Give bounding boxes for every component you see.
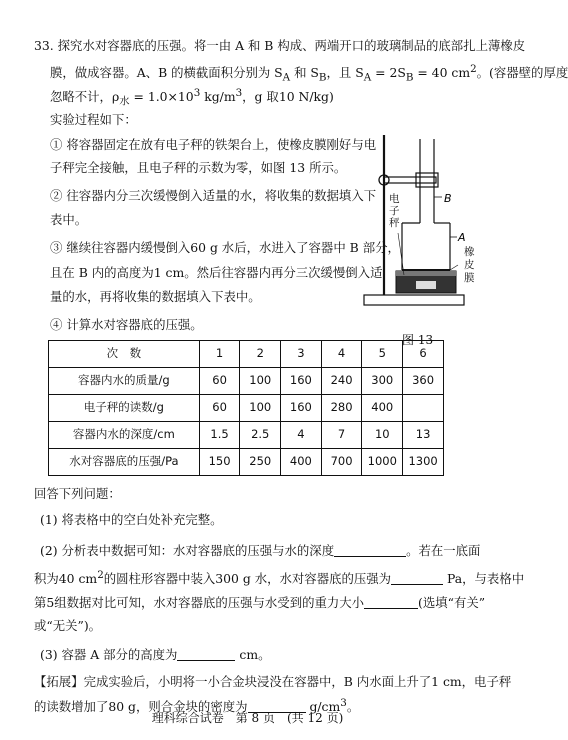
q2-text-3a: 第5组数据对比可知，水对容器底的压强与水受到的重力大小 (34, 595, 365, 610)
extension-text-1: 完成实验后，小明将一小合金块浸没在容器中，B 内水面上升了1 cm，电子秤 (83, 674, 512, 689)
cell: 360 (403, 368, 444, 395)
intro-text-2d: = 2S (371, 65, 406, 81)
q2-text-1b: 。若在一底面 (406, 543, 481, 558)
stand-base (364, 295, 464, 305)
step3-line1: ③ 继续往容器内缓慢倒入60 g 水后，水进入了容器中 B 部分， (50, 240, 400, 255)
step2-line1: ② 往容器内分三次缓慢倒入适量的水，将收集的数据填入下 (50, 188, 377, 203)
answer-blank-pressure[interactable] (391, 572, 443, 585)
sup-3b: 3 (235, 87, 243, 99)
sub-b: B (318, 71, 327, 84)
sup-cm2: 2 (97, 569, 104, 581)
cell: 1.5 (199, 422, 240, 449)
cell: 400 (362, 395, 403, 422)
extension-text-2c: 。 (346, 699, 360, 715)
q2-line3 (34, 596, 485, 609)
sub-water: 水 (119, 95, 130, 108)
cell: 1000 (362, 449, 403, 476)
extension-line1 (34, 676, 511, 688)
table-row (49, 422, 444, 449)
cell: 2.5 (240, 422, 281, 449)
step4: ④ 计算水对容器底的压强。 (50, 317, 203, 332)
q2-text-3b: (选填“有关” (418, 595, 486, 610)
extension-text-2a: 的读数增加了80 g，则合金块的密度为 (34, 699, 248, 715)
sup-cm3: 3 (340, 697, 347, 709)
step1-line2: 子秤完全接触，且电子秤的示数为零，如图 13 所示。 (50, 160, 347, 175)
intro-text-2b: 和 S (290, 65, 319, 81)
table-row (49, 449, 444, 476)
cell: 60 (199, 395, 240, 422)
data-table (48, 340, 444, 476)
sub-a: A (282, 71, 291, 84)
label-a: A (458, 231, 466, 244)
cell: 400 (281, 449, 322, 476)
col-3: 3 (281, 341, 322, 368)
blank-cell[interactable] (403, 395, 444, 422)
cell: 160 (281, 395, 322, 422)
cell: 700 (321, 449, 362, 476)
q2-text-2a: 积为40 cm (34, 571, 98, 587)
cell: 60 (199, 368, 240, 395)
intro-text-3b: = 1.0×10 (129, 89, 194, 105)
q2-text-2b: 的圆柱形容器中装入300 g 水，水对容器底的压强为 (103, 571, 392, 587)
question-number: 33. (34, 38, 54, 53)
q3 (40, 648, 270, 661)
figure-13 (358, 125, 478, 345)
col-6: 6 (403, 341, 444, 368)
q2-line4: 或“无关”)。 (34, 618, 102, 633)
col-2: 2 (240, 341, 281, 368)
cell: 100 (240, 395, 281, 422)
intro-text-2e: = 40 cm (413, 65, 471, 81)
row-label: 容器内水的深度/cm (49, 422, 200, 449)
sup-3: 3 (193, 87, 201, 99)
clamp-arm (384, 177, 436, 183)
leader-membrane (450, 265, 458, 270)
answer-blank-relation[interactable] (364, 596, 418, 609)
scale-top (396, 271, 456, 276)
sub-b2: B (405, 71, 414, 84)
extension-text-2b: g/cm (305, 699, 341, 715)
leader-scale (398, 233, 404, 275)
intro-text-2f: 。(容器壁的厚度 (476, 65, 568, 81)
q2-line2 (34, 570, 524, 586)
scale-display (416, 281, 436, 289)
step3-line3: 量的水，再将收集的数据填入下表中。 (50, 289, 261, 304)
question-intro-line2 (50, 64, 568, 83)
q1: (1) 将表格中的空白处补充完整。 (40, 512, 223, 527)
question-intro-line1 (34, 40, 525, 52)
row-label: 电子秤的读数/g (49, 395, 200, 422)
col-5: 5 (362, 341, 403, 368)
q2-text-1a: (2) 分析表中数据可知：水对容器底的压强与水的深度 (40, 543, 335, 558)
q2-text-2c: Pa，与表格中 (443, 571, 525, 587)
q3-text-b: cm。 (235, 647, 271, 662)
col-1: 1 (199, 341, 240, 368)
answers-prompt: 回答下列问题： (34, 486, 121, 501)
process-label: 实验过程如下： (50, 112, 137, 127)
table-header-row (49, 341, 444, 368)
intro-text-2c: ，且 S (326, 65, 364, 81)
col-4: 4 (321, 341, 362, 368)
cell: 7 (321, 422, 362, 449)
row-label: 容器内水的质量/g (49, 368, 200, 395)
cell: 1300 (403, 449, 444, 476)
question-intro-line3 (50, 88, 334, 107)
cell: 250 (240, 449, 281, 476)
cell: 160 (281, 368, 322, 395)
intro-text-3c: kg/m (200, 89, 236, 105)
intro-text-1: 探究水对容器底的压强。将一由 A 和 B 构成、两端开口的玻璃制品的底部扎上薄橡皮 (57, 38, 526, 53)
label-b: B (444, 192, 452, 205)
step2-line2: 表中。 (50, 212, 88, 227)
label-scale: 电子秤 (389, 193, 400, 229)
cell: 150 (199, 449, 240, 476)
cell: 10 (362, 422, 403, 449)
row-label: 水对容器底的压强/Pa (49, 449, 200, 476)
cell: 100 (240, 368, 281, 395)
cell: 240 (321, 368, 362, 395)
label-membrane: 橡皮膜 (464, 246, 475, 284)
cell: 13 (403, 422, 444, 449)
intro-text-3a: 忽略不计，ρ (50, 89, 120, 105)
clamp-jaw (416, 173, 438, 187)
table-row (49, 395, 444, 422)
intro-text-2a: 膜，做成容器。A、B 的横截面积分别为 S (50, 65, 283, 81)
answer-blank-depth[interactable] (334, 544, 406, 557)
sub-a2: A (363, 71, 372, 84)
page-footer: 理科综合试卷 第 8 页 (共 12 页) (151, 711, 344, 725)
cell: 280 (321, 395, 362, 422)
cell: 4 (281, 422, 322, 449)
sup-2: 2 (470, 63, 477, 75)
cell: 300 (362, 368, 403, 395)
intro-text-3d: ，g 取10 N/kg) (242, 89, 334, 105)
extension-tag: 【拓展】 (34, 674, 84, 689)
answer-blank-height[interactable] (177, 648, 235, 661)
q2-line1 (40, 544, 480, 557)
table-row (49, 368, 444, 395)
q3-text-a: (3) 容器 A 部分的高度为 (40, 647, 178, 662)
step3-line2: 且在 B 内的高度为1 cm。然后往容器内再分三次缓慢倒入适 (50, 265, 383, 280)
header-label: 次 数 (49, 341, 200, 368)
figure-caption: 图 13 (402, 333, 434, 347)
step1-line1: ① 将容器固定在放有电子秤的铁架台上，使橡皮膜刚好与电 (50, 137, 377, 152)
